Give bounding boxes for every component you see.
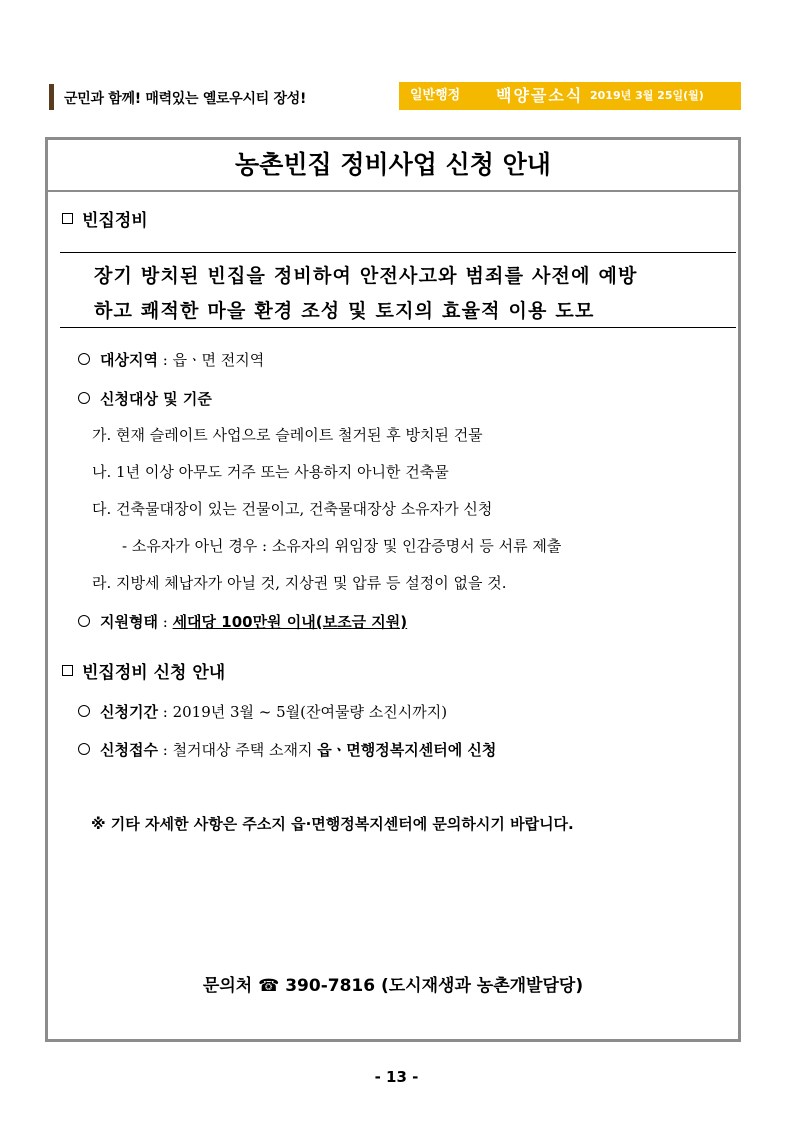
header-date: 2019년 3월 25일(월): [590, 89, 704, 102]
application-receipt-item: 신청접수 : 철거대상 주택 소재지 읍ㆍ면행정복지센터에 신청: [78, 739, 496, 760]
application-period-item: 신청기간 : 2019년 3월 ~ 5월(잔여물량 소진시까지): [78, 701, 447, 722]
criteria-sub-line: - 소유자가 아닌 경우 : 소유자의 위임장 및 인감증명서 등 서류 제출: [122, 537, 562, 555]
square-bullet-icon: [62, 213, 73, 224]
page-title: 농촌빈집 정비사업 신청 안내: [48, 140, 738, 192]
criteria-item: 신청대상 및 기준: [78, 388, 212, 409]
section-heading-vacant-house: 빈집정비: [62, 206, 148, 231]
summary-bottom-rule: [60, 327, 736, 328]
contact-phone: 390-7816: [285, 976, 376, 996]
summary-line-1: 장기 방치된 빈집을 정비하여 안전사고와 범죄를 사전에 예방: [94, 265, 638, 287]
circle-bullet-icon: [78, 615, 90, 627]
square-bullet-icon: [62, 665, 73, 676]
header-category: 일반행정: [410, 88, 461, 103]
page-number: - 13 -: [374, 1068, 419, 1086]
circle-bullet-icon: [78, 743, 90, 755]
summary-line-2: 하고 쾌적한 마을 환경 조성 및 토지의 효율적 이용 도모: [94, 300, 595, 322]
circle-bullet-icon: [78, 353, 90, 365]
section-heading-application: 빈집정비 신청 안내: [62, 658, 225, 683]
criteria-line: 가. 현재 슬레이트 사업으로 슬레이트 철거된 후 방치된 건물: [92, 426, 483, 444]
header-accent-bar: [49, 84, 54, 110]
inquiry-note: ※ 기타 자세한 사항은 주소지 읍·면행정복지센터에 문의하시기 바랍니다.: [91, 815, 574, 833]
contact-department: (도시재생과 농촌개발담당): [380, 976, 584, 996]
summary-top-rule: [60, 252, 736, 253]
criteria-line: 라. 지방세 체납자가 아닐 것, 지상권 및 압류 등 설정이 없을 것.: [92, 574, 507, 592]
circle-bullet-icon: [78, 392, 90, 404]
header-publication: 백양골소식: [496, 86, 584, 105]
contact-label: 문의처: [202, 976, 253, 996]
target-area-item: 대상지역 : 읍ㆍ면 전지역: [78, 349, 264, 370]
header-tag: [399, 82, 741, 110]
phone-icon: ☎: [258, 976, 280, 996]
notice-frame: [45, 137, 741, 1042]
support-type-item: 지원형태 : 세대당 100만원 이내(보조금 지원): [78, 611, 407, 632]
header-slogan: 군민과 함께! 매력있는 옐로우시티 장성!: [64, 91, 307, 107]
contact-line: [48, 971, 738, 996]
criteria-line: 나. 1년 이상 아무도 거주 또는 사용하지 아니한 건축물: [92, 463, 449, 481]
criteria-line: 다. 건축물대장이 있는 건물이고, 건축물대장상 소유자가 신청: [92, 500, 493, 518]
circle-bullet-icon: [78, 705, 90, 717]
